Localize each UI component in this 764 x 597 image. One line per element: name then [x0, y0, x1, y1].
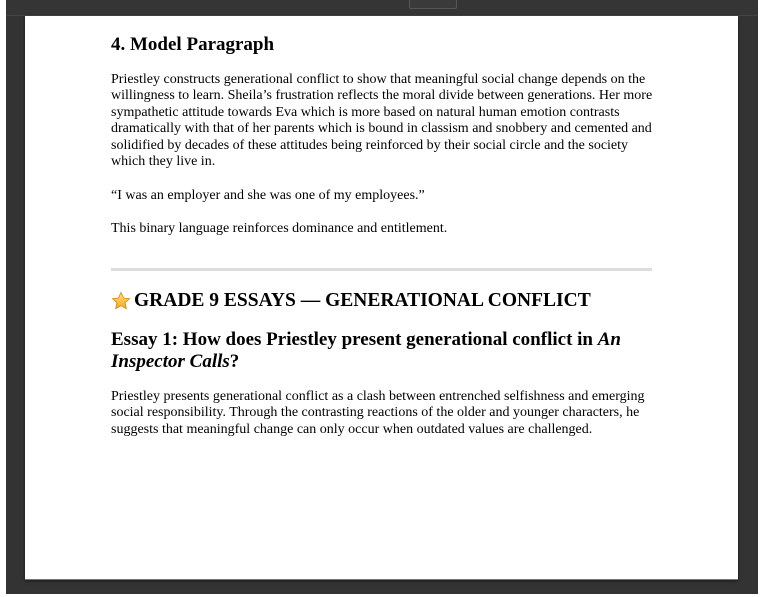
- essay-intro-paragraph: Priestley presents generational conflict as a clash between entrenched selfishness and emerging social responsibility. Through the contrasting reactions of the older and younger characters, he suggests that meaningful change can only occur when outdated values are challenged.: [111, 389, 645, 437]
- section-heading: 4. Model Paragraph: [111, 34, 275, 55]
- essay-heading-prefix: Essay 1: How does Priestley present generational conflict in: [111, 329, 598, 350]
- essay-heading-suffix: ?: [229, 351, 240, 372]
- grade-heading: [111, 290, 591, 312]
- quote-paragraph: “I was an employer and she was one of my employees.”: [111, 188, 425, 203]
- section-divider: [111, 268, 652, 271]
- grade-heading-text: GRADE 9 ESSAYS — GENERATIONAL CONFLICT: [134, 290, 591, 311]
- toolbar-toggle-handle[interactable]: [409, 0, 457, 9]
- model-paragraph: Priestley constructs generational conflict to show that meaningful social change depends on the willingness to learn. Sheila’s frustration reflects the moral divide between generations. Her more sympathetic attitude towards Eva which is more based on natural human emotion contrasts dramatically with that of her parents which is bound in classism and snobbery and cemented and solidified by decades of these attitudes being reinforced by their social circle and the society which they live in.: [111, 72, 653, 170]
- viewer-toolbar: [6, 0, 758, 16]
- essay-heading-title: An Inspector Calls: [111, 329, 621, 372]
- star-icon: [111, 291, 131, 311]
- essay-heading: [111, 329, 656, 373]
- document-page: [25, 16, 738, 580]
- document-viewer: [6, 0, 758, 594]
- analysis-paragraph: This binary language reinforces dominance and entitlement.: [111, 221, 448, 236]
